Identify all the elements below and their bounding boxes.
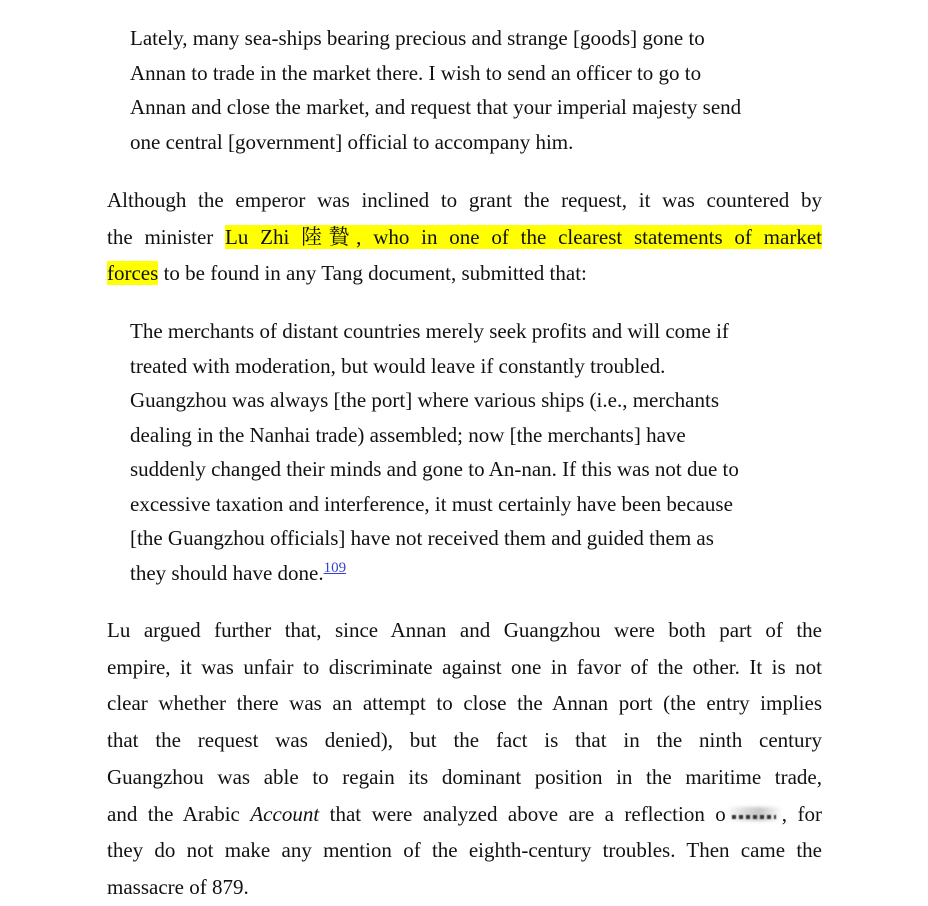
- paragraph-text: that were analyzed above are a reflection o: [319, 801, 726, 826]
- paragraph-line: they do not make any mention of the eighth-century troubles. Then came the: [107, 838, 822, 863]
- quote-line: one central [government] official to accompany him.: [130, 129, 574, 154]
- paragraph-lu-argued: [107, 612, 822, 906]
- paragraph-line: [107, 219, 822, 256]
- paragraph-line: massacre of 879.: [107, 874, 249, 899]
- quote-text: they should have done.: [130, 560, 324, 585]
- paragraph-line: that the request was denied), but the fact is that in the ninth century: [107, 728, 822, 753]
- block-quote-request: [130, 21, 820, 159]
- paragraph-line: Guangzhou was able to regain its dominant position in the maritime trade,: [107, 764, 822, 789]
- quote-line: Annan to trade in the market there. I wish to send an officer to go to: [130, 60, 702, 85]
- quote-line: Lately, many sea-ships bearing precious and strange [goods] gone to: [130, 26, 705, 50]
- paragraph-lu-zhi: [107, 182, 822, 292]
- paragraph-text: and the Arabic: [107, 801, 251, 826]
- paragraph-line: [107, 796, 822, 833]
- paragraph-text: to be found in any Tang document, submitted that:: [158, 261, 587, 286]
- quote-line: excessive taxation and interference, it must certainly have been because: [130, 491, 733, 516]
- paragraph-text: , for: [781, 801, 822, 826]
- quote-line: treated with moderation, but would leave if constantly troubled.: [130, 353, 666, 378]
- italic-title: Account: [250, 801, 320, 826]
- paragraph-line: Although the emperor was inclined to grant the request, it was countered by: [107, 188, 822, 212]
- obscured-text-smudge: [726, 805, 782, 823]
- footnote-link[interactable]: 109: [323, 559, 347, 576]
- quote-line: Guangzhou was always [the port] where various ships (i.e., merchants: [130, 388, 719, 412]
- quote-line: [the Guangzhou officials] have not received them and guided them as: [130, 526, 714, 550]
- paragraph-line: Lu argued further that, since Annan and Guangzhou were both part of the: [107, 618, 822, 642]
- quote-line: suddenly changed their minds and gone to An-nan. If this was not due to: [130, 457, 739, 481]
- highlighted-text[interactable]: Lu Zhi 陸贄, who in one of the clearest statements of market: [225, 224, 822, 249]
- quote-line: The merchants of distant countries merely seek profits and will come if: [130, 319, 729, 343]
- paragraph-line: [107, 255, 822, 292]
- quote-line: [130, 556, 820, 591]
- paragraph-line: clear whether there was an attempt to close the Annan port (the entry implies: [107, 691, 822, 716]
- block-quote-lu-zhi: [130, 314, 820, 590]
- highlighted-text[interactable]: forces: [107, 261, 159, 286]
- paragraph-text: the minister: [107, 224, 226, 249]
- quote-line: Annan and close the market, and request that your imperial majesty send: [130, 95, 742, 119]
- quote-line: dealing in the Nanhai trade) assembled; now [the merchants] have: [130, 422, 686, 447]
- paragraph-line: empire, it was unfair to discriminate against one in favor of the other. It is not: [107, 654, 822, 679]
